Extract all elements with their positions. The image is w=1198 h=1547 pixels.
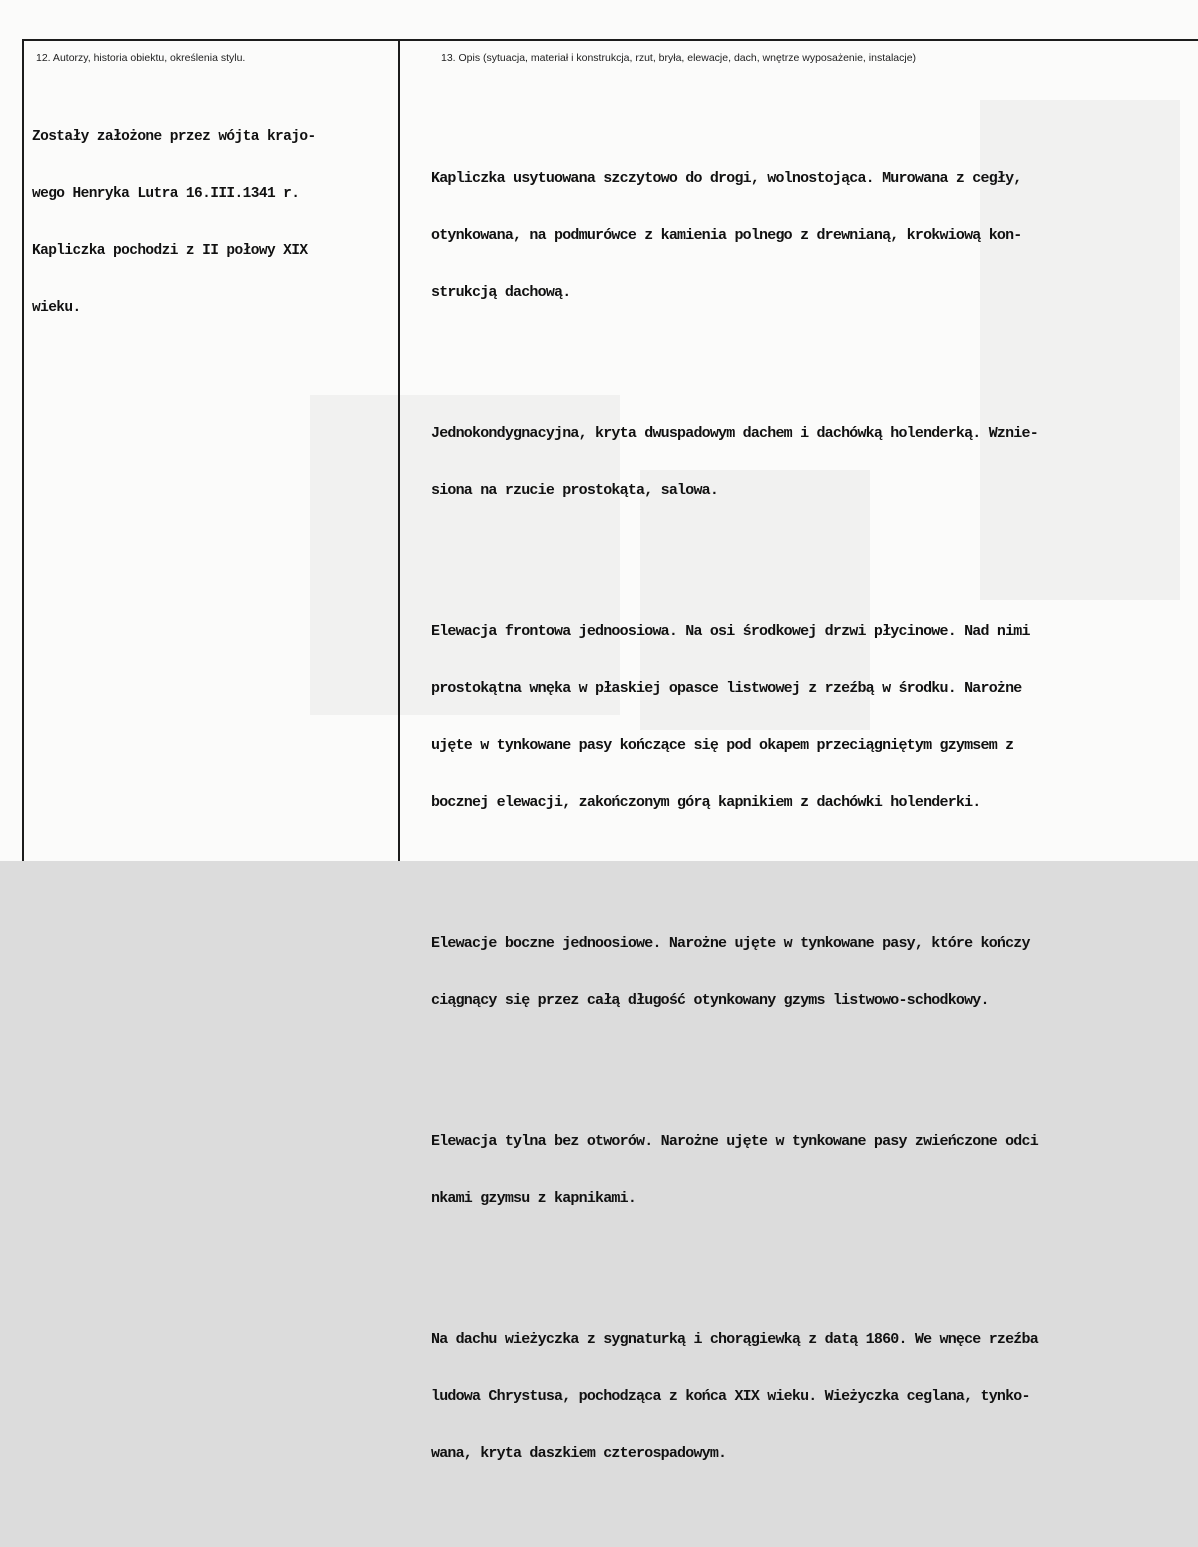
left-column-text: [32, 90, 316, 356]
text-line: ludowa Chrystusa, pochodząca z końca XIX wieku. Wieżyczka ceglana, tynko-: [431, 1388, 1030, 1405]
text-line: Zostały założone przez wójta krajo-: [32, 129, 316, 145]
text-line: otynkowana, na podmurówce z kamienia polnego z drewnianą, krokwiową kon-: [431, 227, 1022, 244]
text-line: nkami gzymsu z kapnikami.: [431, 1190, 637, 1207]
text-line: wieku.: [32, 300, 81, 316]
text-line: Kapliczka usytuowana szczytowo do drogi, wolnostojąca. Murowana z cegły,: [431, 170, 1022, 187]
text-line: Elewacje boczne jednoosiowe. Narożne ujęte w tynkowane pasy, które kończy: [431, 935, 1030, 952]
column-divider: [398, 39, 400, 861]
form-left-border: [22, 39, 24, 861]
paragraph-rear-elevation: [431, 1094, 1038, 1246]
text-line: ujęte w tynkowane pasy kończące się pod okapem przeciągniętym gzymsem z: [431, 737, 1014, 754]
paragraph-front-elevation: [431, 584, 1038, 850]
text-line: Jednokondygnacyjna, kryta dwuspadowym dachem i dachówką holenderką. Wznie-: [431, 425, 1038, 442]
text-line: wego Henryka Lutra 16.III.1341 r.: [32, 186, 300, 202]
text-line: wana, kryta daszkiem czterospadowym.: [431, 1445, 727, 1462]
paragraph-side-elevations: [431, 896, 1038, 1048]
text-line: siona na rzucie prostokąta, salowa.: [431, 482, 719, 499]
form-top-border: [22, 39, 1198, 41]
right-column-text: [431, 93, 1038, 1547]
paragraph-situation: [431, 131, 1038, 340]
text-line: Kapliczka pochodzi z II połowy XIX: [32, 243, 308, 259]
text-line: prostokątna wnęka w płaskiej opasce listwowej z rzeźbą w środku. Narożne: [431, 680, 1022, 697]
paragraph-form: [431, 386, 1038, 538]
left-column-header: 12. Autorzy, historia obiektu, określenia stylu.: [36, 52, 246, 64]
paragraph-roof-turret: [431, 1292, 1038, 1501]
text-line: strukcją dachową.: [431, 284, 571, 301]
text-line: Na dachu wieżyczka z sygnaturką i chorągiewką z datą 1860. We wnęce rzeźba: [431, 1331, 1038, 1348]
text-line: bocznej elewacji, zakończonym górą kapnikiem z dachówki holenderki.: [431, 794, 981, 811]
right-column-header: 13. Opis (sytuacja, materiał i konstrukcja, rzut, bryła, elewacje, dach, wnętrze wyposażenie, instalacje): [441, 52, 917, 64]
text-line: ciągnący się przez całą długość otynkowany gzyms listwowo-schodkowy.: [431, 992, 989, 1009]
text-line: Elewacja tylna bez otworów. Narożne ujęte w tynkowane pasy zwieńczone odci: [431, 1133, 1038, 1150]
text-line: Elewacja frontowa jednoosiowa. Na osi środkowej drzwi płycinowe. Nad nimi: [431, 623, 1030, 640]
